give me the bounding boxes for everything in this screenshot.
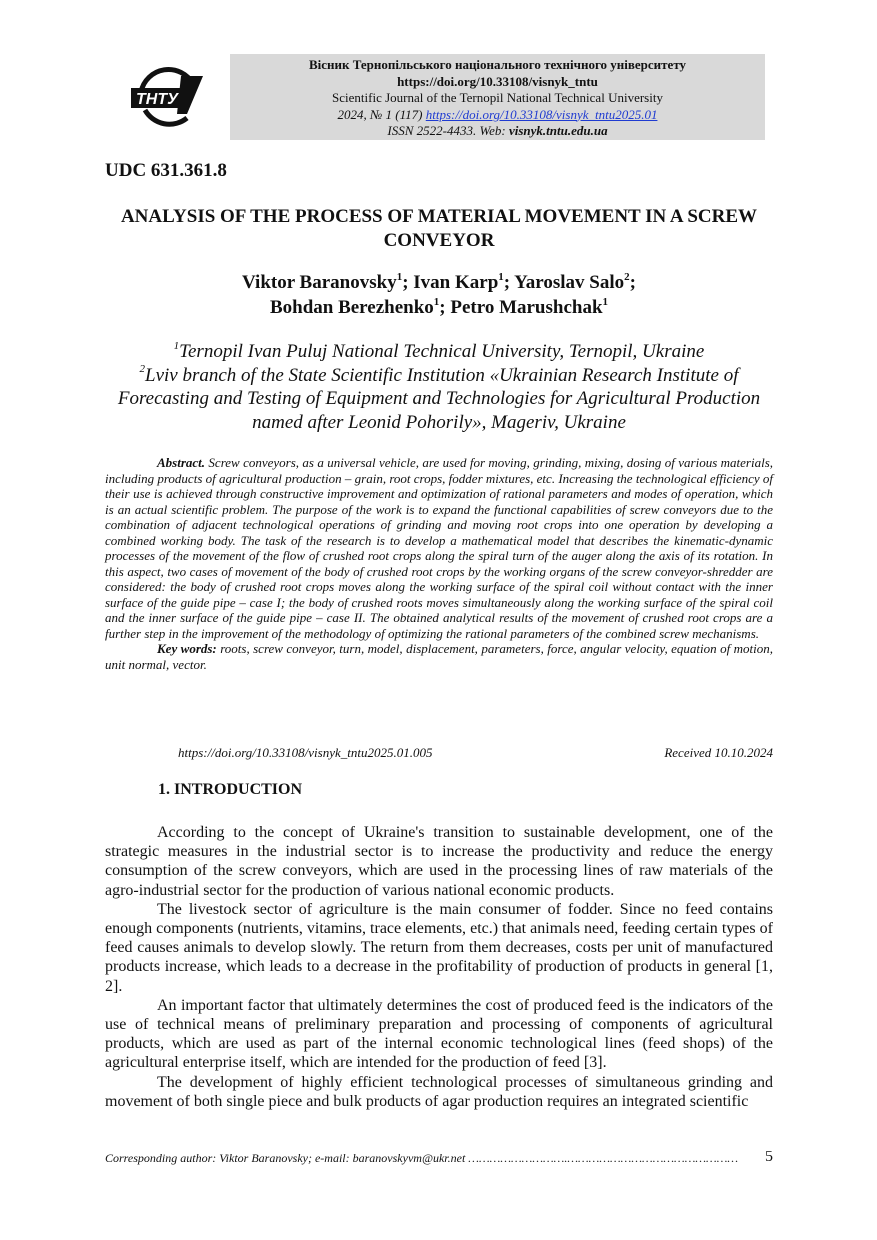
author-sup: 2 (624, 270, 630, 283)
journal-name-en: Scientific Journal of the Ternopil National Technical University (332, 90, 663, 105)
paragraph: An important factor that ultimately determines the cost of produced feed is the indicators of the use of technical means of preliminary preparation and processing of components of agricultural products, which are used as part of the internal economic technological lines (feed shops) of the agricultural enterprise itself, which are intended for the production of feed [3]. (105, 996, 773, 1072)
author-sup: 1 (433, 295, 440, 308)
affiliations (105, 340, 773, 434)
affiliation-sup: 2 (139, 363, 145, 376)
author: Yaroslav Salo (514, 272, 625, 293)
udc-code: UDC 631.361.8 (105, 160, 227, 181)
author-sup: 1 (498, 270, 504, 283)
journal-name-ua: Вісник Тернопільського національного технічного університету (308, 57, 687, 72)
page-number: 5 (763, 1151, 773, 1166)
paragraph: The development of highly efficient technological processes of simultaneous grinding and movement of both single piece and bulk products of agar production requires an integrated scientific (105, 1073, 773, 1110)
affiliation-text: Lviv branch of the State Scientific Institution «Ukrainian Research Institute of Forecasting and Testing of Equipment and Technologies for Agricultural Production named after Leonid Pohorily», Mageriv, Ukraine (117, 364, 761, 433)
keywords-text: roots, screw conveyor, turn, model, displacement, parameters, force, angular velocity, equation of motion, unit normal, vector. (105, 641, 773, 672)
author-sup: 1 (602, 295, 609, 308)
abstract-paragraph (105, 455, 773, 641)
logo-text: ТНТУ (136, 91, 178, 108)
section-heading: 1. INTRODUCTION (158, 781, 303, 798)
issn-line (230, 123, 765, 140)
issn-text: ISSN 2522-4433. Web: (387, 123, 509, 138)
author: Petro Marushchak (450, 297, 603, 318)
journal-header (230, 54, 765, 140)
issue-line (230, 107, 765, 124)
paragraph: According to the concept of Ukraine's transition to sustainable development, one of the strategic measures in the industrial sector is to increase the productivity and reduce the energy consumption of the screw conveyors, which are used in the processing lines of raw materials of the agro-industrial sector for the production of various national economic products. (105, 824, 773, 899)
affiliation-sup: 1 (173, 339, 180, 352)
body-text (105, 823, 773, 1111)
author: Bohdan Berezhenko (269, 297, 434, 318)
keywords-label: Key words: (157, 641, 217, 656)
issue-info: 2024, № 1 (117) (337, 106, 426, 122)
paper-title: ANALYSIS OF THE PROCESS OF MATERIAL MOVEMENT IN A SCREW CONVEYOR (120, 206, 758, 251)
journal-logo (127, 62, 207, 132)
author-sup: 1 (396, 270, 403, 283)
article-doi[interactable]: https://doi.org/10.33108/visnyk_tntu2025.01.005 (178, 745, 433, 760)
author-list: Viktor Baranovsky$^1$; Ivan Karp$^1$; Yaroslav Salo$^2$; Bohdan Berezhenko$^1$; Petro Marushchak$^1$ (242, 270, 636, 318)
affiliation-2 (105, 364, 773, 435)
journal-website[interactable]: visnyk.tntu.edu.ua (508, 123, 608, 138)
author: Ivan Karp (413, 272, 499, 293)
author: Viktor Baranovsky (242, 272, 397, 293)
abstract-text: Screw conveyors, as a universal vehicle, are used for moving, grinding, mixing, dosing of various materials, including products of agricultural production – grain, root crops, fodder mixtures, etc. Increasing the technological efficiency of their use is achieved through constructive improvement and optimization of rational parameters and modes of operation, which is an actual scientific problem. The purpose of the work is to expand the functional capabilities of screw conveyors due to the combination of adjacent technological operations of grinding and moving root crops into one operation by developing a combined working body. The task of the research is to develop a mathematical model that describes the kinematic-dynamic processes of the movement of the flow of crushed root crops along the spiral turn of the auger along the axis of its rotation. In this aspect, two cases of movement of the body of crushed root crops by the working organs of the screw conveyor-shredder are considered: the body of crushed root crops moves along the working surface of the spiral coil without contact with the inner surface of the guide pipe – case I; the body of crushed roots moves simultaneously along the working surface of the spiral coil and the inner surface of the guide pipe – case II. The obtained analytical results of the movement of crushed root crops are a further step in the improvement of the methodology of optimizing the rational parameters of the combined screw mechanisms. (105, 455, 773, 641)
journal-doi: https://doi.org/10.33108/visnyk_tntu (397, 73, 598, 89)
corresponding-author: Corresponding author: Viktor Baranovsky; e-mail: baranovskyvm@ukr.net ……………………….………………………………………… (105, 1151, 739, 1165)
abstract-label: Abstract. (157, 455, 206, 470)
abstract (105, 455, 773, 672)
received-date: Received 10.10.2024 (664, 745, 773, 760)
keywords-paragraph (105, 641, 773, 672)
affiliation-1 (105, 340, 773, 364)
paragraph: The livestock sector of agriculture is the main consumer of fodder. Since no feed contains enough components (nutrients, vitamins, trace elements, etc.) that animals need, feeding certain types of feed causes animals to develop slowly. The return from them decreases, costs per unit of manufactured products increase, which leads to a decrease in the profitability of production of products in general [1, 2]. (105, 900, 773, 995)
affiliation-text: Ternopil Ivan Puluj National Technical University, Ternopil, Ukraine (179, 341, 705, 362)
issue-doi-link[interactable]: https://doi.org/10.33108/visnyk_tntu2025.01 (425, 106, 658, 122)
page-footer (105, 1151, 773, 1166)
